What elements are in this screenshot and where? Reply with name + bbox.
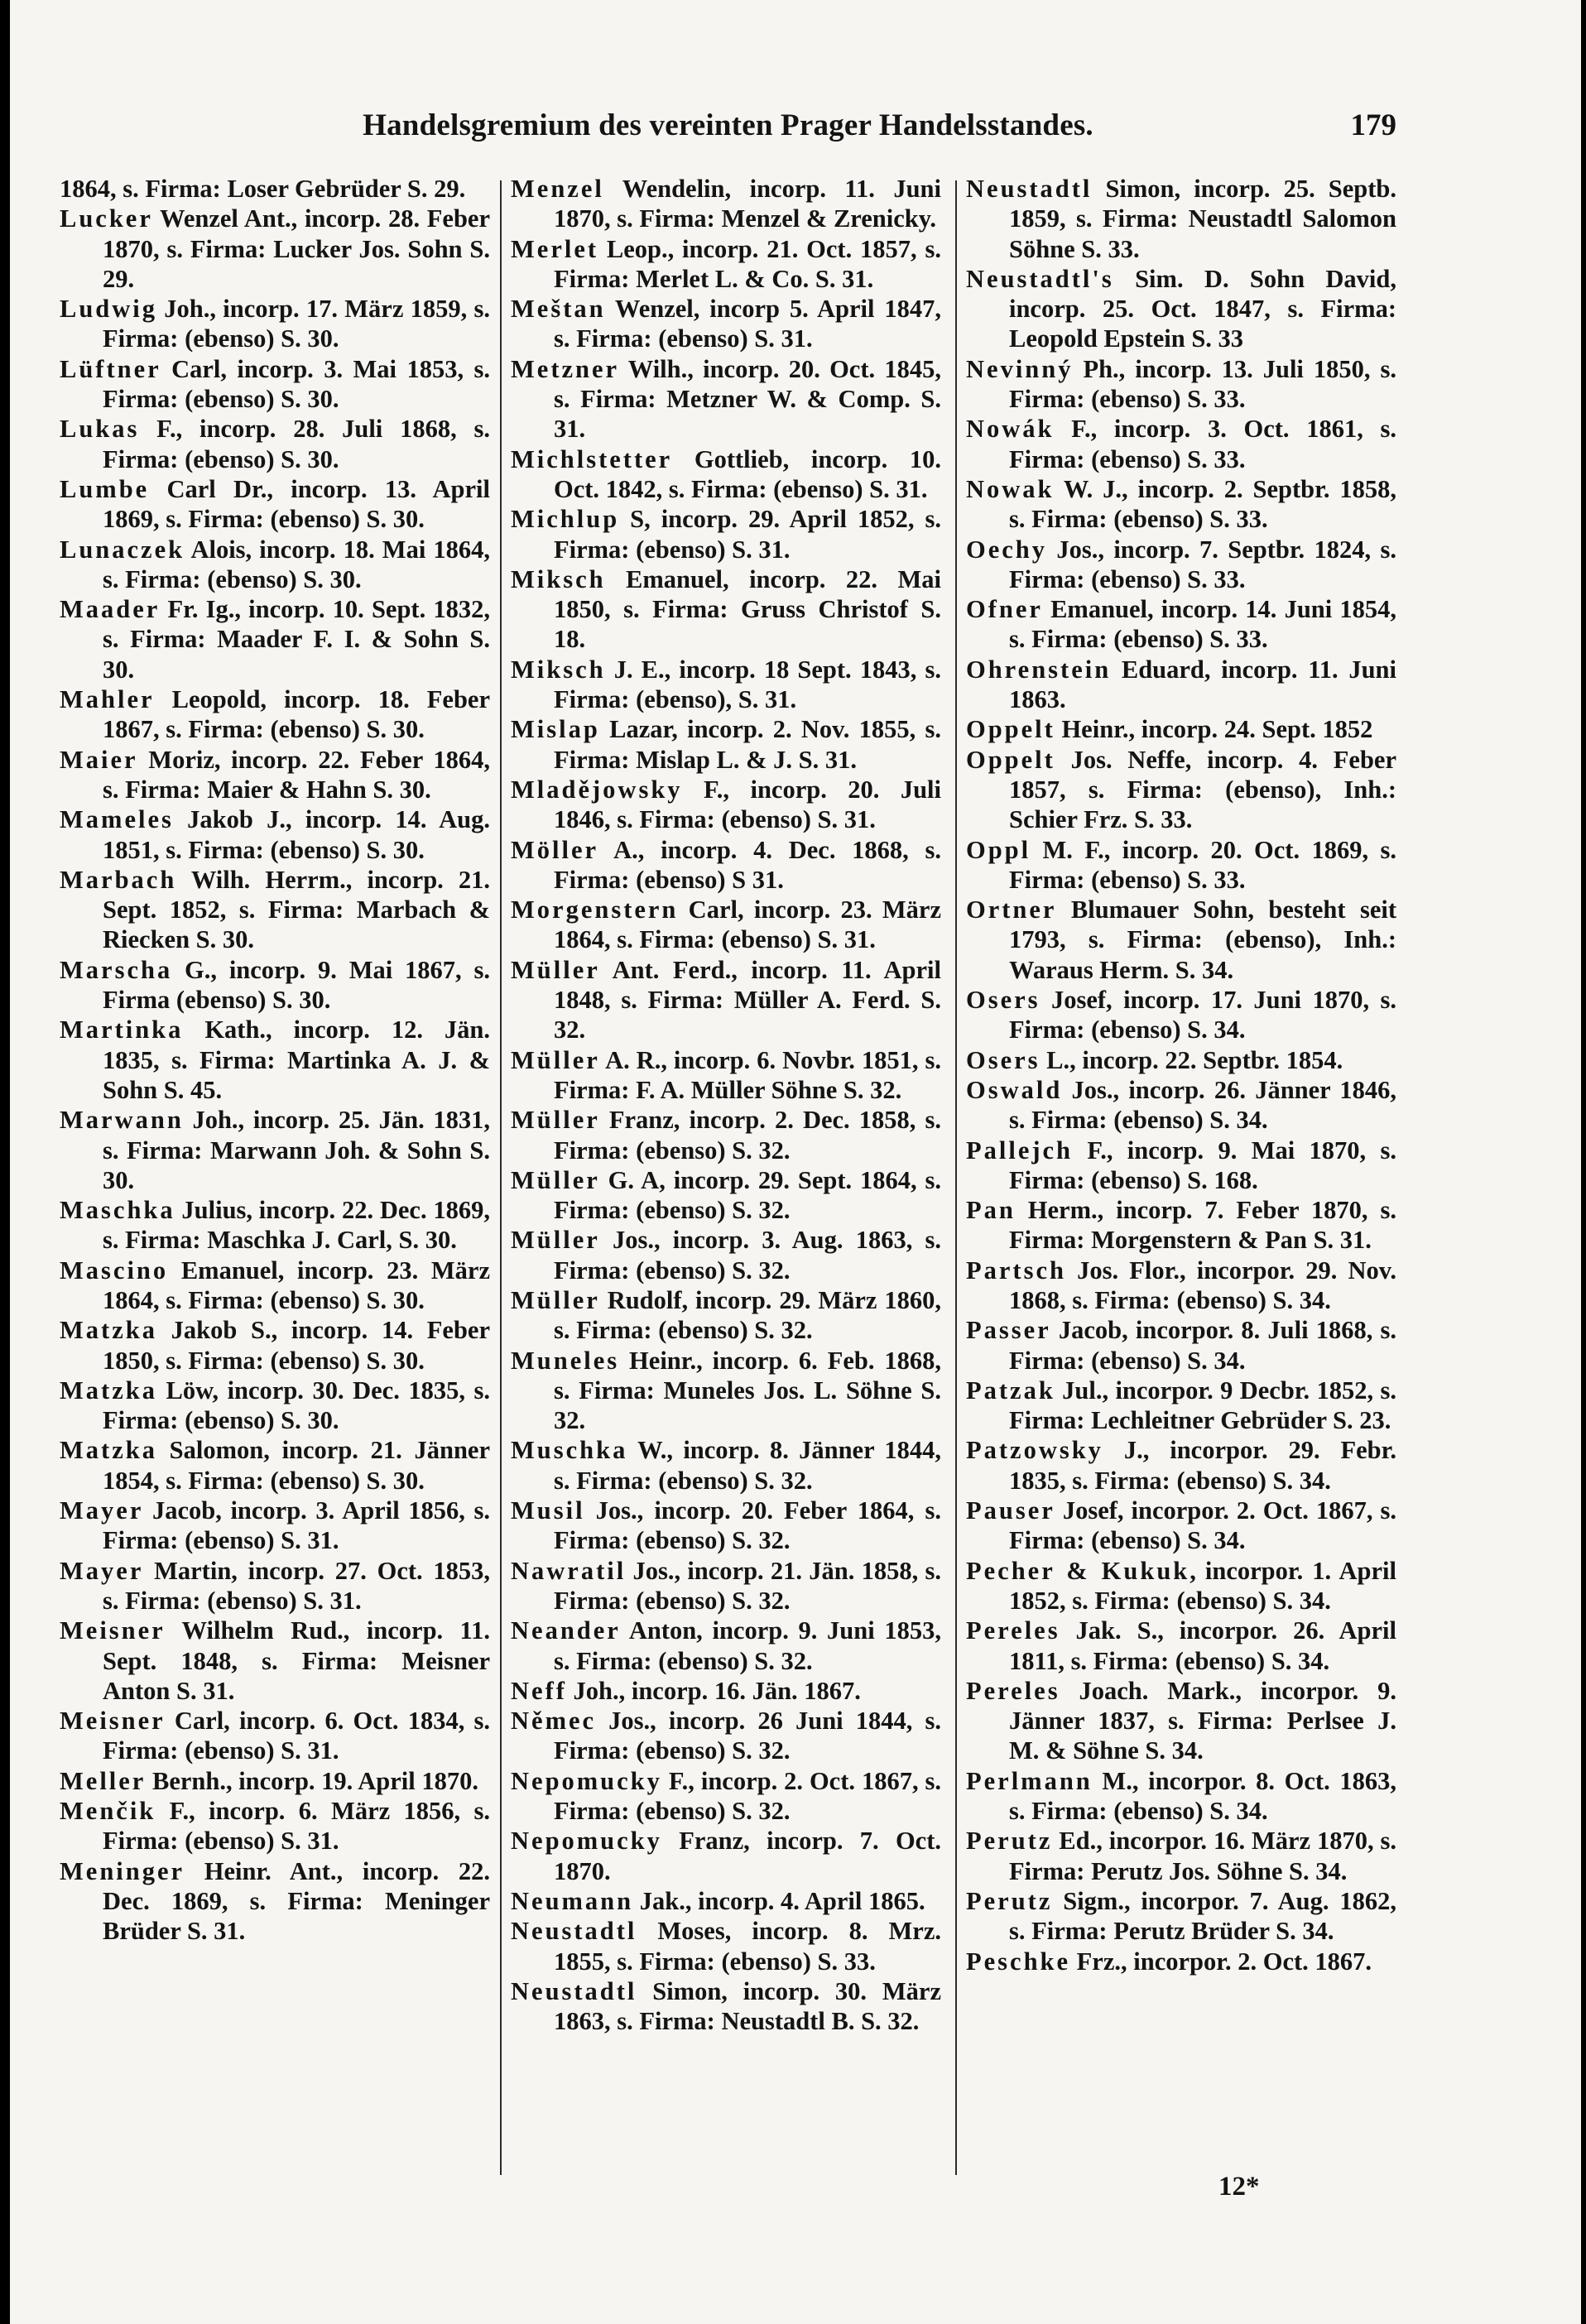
directory-entry (511, 1976, 941, 2037)
entry-details: Josef, incorp. 17. Juni 1870, s. Firma: (ebenso) S. 34. (1009, 986, 1396, 1044)
running-header (60, 108, 1396, 157)
entry-details: F., incorp. 6. März 1856, s. Firma: (ebenso) S. 31. (103, 1797, 490, 1856)
entry-details: Jos. Flor., incorpor. 29. Nov. 1868, s. Firma: (ebenso) S. 34. (1009, 1256, 1396, 1314)
entry-details: Franz, incorp. 7. Oct. 1870. (554, 1827, 941, 1885)
entry-details: Frz., incorpor. 2. Oct. 1867. (1070, 1947, 1372, 1976)
entry-details: Rudolf, incorp. 29. März 1860, s. Firma: (ebenso) S. 32. (554, 1285, 941, 1345)
entry-details: Ph., incorp. 13. Juli 1850, s. Firma: (ebenso) S. 33. (1009, 354, 1396, 414)
entry-details: Wenzel Ant., incorp. 28. Feber 1870, s. Firma: Lucker Jos. Sohn S. 29. (103, 204, 490, 293)
entry-name: Miksch (511, 655, 606, 684)
entry-name: Nevinný (966, 354, 1074, 383)
entry-details: Herm., incorp. 7. Feber 1870, s. Firma: Morgenstern & Pan S. 31. (1009, 1196, 1396, 1255)
entry-name: Lukas (60, 415, 140, 444)
directory-entry (511, 1616, 941, 1676)
directory-entry (511, 1346, 941, 1436)
entry-name: Perutz (966, 1827, 1053, 1856)
directory-entry (966, 1435, 1396, 1496)
entry-name: Nowak (966, 474, 1055, 503)
entry-details: Carl Dr., incorp. 13. April 1869, s. Firma: (ebenso) S. 30. (103, 474, 490, 534)
directory-entry (966, 1496, 1396, 1556)
entry-details: Alois, incorp. 18. Mai 1864, s. Firma: (ebenso) S. 30. (103, 535, 490, 593)
entry-name: Pauser (966, 1496, 1055, 1525)
directory-entry (60, 1856, 490, 1947)
entry-name: Pereles (966, 1616, 1060, 1645)
directory-entry (966, 714, 1396, 744)
directory-entry (60, 804, 490, 865)
entry-name: Müller (511, 1285, 600, 1314)
directory-entry (966, 1376, 1396, 1436)
entry-name: Nawratil (511, 1556, 627, 1585)
directory-entry (60, 535, 490, 595)
entry-name: Menzel (511, 175, 604, 203)
directory-entry (511, 444, 941, 505)
page-content (60, 91, 1396, 2243)
directory-entry (511, 354, 941, 444)
entry-name: Möller (511, 835, 599, 864)
directory-entry (966, 474, 1396, 535)
entry-details: Josef, incorpor. 2. Oct. 1867, s. Firma: (ebenso) S. 34. (1009, 1496, 1396, 1555)
directory-entry (511, 714, 941, 775)
entry-name: Perlmann (966, 1766, 1093, 1795)
directory-entry (511, 294, 941, 354)
directory-entry (966, 1256, 1396, 1316)
entry-name: Mascino (60, 1256, 169, 1284)
entry-name: Marwann (60, 1106, 184, 1135)
entry-details: Jakob J., incorp. 14. Aug. 1851, s. Firma: (ebenso) S. 30. (103, 805, 490, 864)
entry-name: Oswald (966, 1075, 1063, 1104)
directory-entry (60, 1706, 490, 1766)
entry-name: Mislap (511, 715, 600, 744)
entry-name: Lunaczek (60, 535, 185, 564)
entry-details: Jos., incorp. 21. Jän. 1858, s. Firma: (ebenso) S. 32. (554, 1556, 941, 1615)
entry-details: Wilh. Herrm., incorp. 21. Sept. 1852, s. Firma: Marbach & Riecken S. 30. (103, 865, 490, 954)
entry-details: M., incorpor. 8. Oct. 1863, s. Firma: (ebenso) S. 34. (1009, 1766, 1396, 1826)
directory-entry (60, 745, 490, 805)
entry-details: F., incorp. 28. Juli 1868, s. Firma: (ebenso) S. 30. (103, 415, 490, 473)
entry-details: Jos., incorp. 26 Juni 1844, s. Firma: (ebenso) S. 32. (554, 1707, 941, 1765)
directory-entry (511, 1766, 941, 1827)
directory-entry (966, 1315, 1396, 1376)
entry-details: Carl, incorp. 23. März 1864, s. Firma: (ebenso) S. 31. (554, 896, 941, 954)
entry-details: Jul., incorpor. 9 Decbr. 1852, s. Firma: Lechleitner Gebrüder S. 23. (1009, 1376, 1396, 1435)
entry-name: Oppl (966, 835, 1031, 864)
entry-name: Metzner (511, 354, 620, 383)
entry-name: Meisner (60, 1707, 166, 1736)
directory-entry (60, 594, 490, 684)
entry-name: Neff (511, 1676, 567, 1705)
entry-name: Müller (511, 1045, 600, 1074)
entry-name: Mayer (60, 1556, 144, 1585)
directory-entry (966, 1045, 1396, 1075)
entry-details: Jacob, incorp. 3. April 1856, s. Firma: (ebenso) S. 31. (103, 1496, 490, 1555)
directory-entry (60, 1796, 490, 1856)
directory-entry (511, 1886, 941, 1916)
entry-details: Moses, incorp. 8. Mrz. 1855, s. Firma: (ebenso) S. 33. (554, 1917, 941, 1976)
column-rule-left (500, 180, 502, 2175)
entry-details: Jak. S., incorpor. 26. April 1811, s. Firma: (ebenso) S. 34. (1009, 1616, 1396, 1675)
directory-entry (511, 504, 941, 564)
entry-name: Lüftner (60, 354, 161, 383)
entry-details: Jos., incorp. 26. Jänner 1846, s. Firma: (ebenso) S. 34. (1009, 1075, 1396, 1135)
header-title: Handelsgremium des vereinten Prager Handelsstandes. (363, 108, 1093, 142)
entry-details: Wendelin, incorp. 11. Juni 1870, s. Firma: Menzel & Zrenicky. (554, 175, 941, 233)
entry-name: Müller (511, 1106, 600, 1135)
entry-name: Müller (511, 955, 600, 984)
entry-name: Osers (966, 986, 1041, 1015)
entry-name: Němec (511, 1707, 597, 1736)
entry-details: Ant. Ferd., incorp. 11. April 1848, s. Firma: Müller A. Ferd. S. 32. (554, 955, 941, 1044)
entry-name: Meninger (60, 1856, 185, 1885)
entry-details: Jos., incorp. 20. Feber 1864, s. Firma: (ebenso) S. 32. (554, 1496, 941, 1555)
directory-entry (60, 204, 490, 294)
directory-entry (966, 1826, 1396, 1886)
entry-details: Jacob, incorpor. 8. Juli 1868, s. Firma: (ebenso) S. 34. (1009, 1316, 1396, 1375)
entry-details: Moriz, incorp. 22. Feber 1864, s. Firma: Maier & Hahn S. 30. (103, 745, 490, 804)
entry-name: Perutz (966, 1886, 1053, 1915)
entry-name: Miksch (511, 564, 606, 593)
entry-name: Merlet (511, 234, 599, 263)
directory-entry (511, 1165, 941, 1226)
printer-signature-mark: 12* (1218, 2172, 1260, 2202)
entry-details: A. R., incorp. 6. Novbr. 1851, s. Firma: F. A. Müller Söhne S. 32. (554, 1045, 941, 1104)
entry-details: Heinr., incorp. 24. Sept. 1852 (1055, 715, 1373, 744)
directory-entry (966, 745, 1396, 835)
entry-name: Pallejch (966, 1136, 1074, 1164)
entry-details: Joh., incorp. 16. Jän. 1867. (566, 1676, 861, 1705)
directory-entry (511, 1496, 941, 1556)
entry-name: Osers (966, 1045, 1041, 1074)
entry-name: Mayer (60, 1496, 144, 1525)
directory-entry (966, 1075, 1396, 1136)
entry-details: Joach. Mark., incorpor. 9. Jänner 1837, s. Firma: Perlsee J. M. & Söhne S. 34. (1009, 1676, 1396, 1765)
entry-name: Nepomucky (511, 1827, 662, 1856)
directory-entry (511, 835, 941, 896)
directory-entry (511, 1285, 941, 1346)
entry-details: Lazar, incorp. 2. Nov. 1855, s. Firma: Mislap L. & J. S. 31. (554, 715, 941, 774)
directory-entry (511, 655, 941, 715)
entry-details: A., incorp. 4. Dec. 1868, s. Firma: (ebenso) S 31. (554, 835, 941, 894)
directory-entry (966, 264, 1396, 354)
book-page (10, 0, 1581, 2324)
directory-entry (511, 1676, 941, 1706)
entry-name: Partsch (966, 1256, 1066, 1284)
directory-entry (60, 684, 490, 745)
directory-entry (60, 1195, 490, 1256)
entry-details: Carl, incorp. 3. Mai 1853, s. Firma: (ebenso) S. 30. (103, 354, 490, 414)
entry-name: Musil (511, 1496, 585, 1525)
directory-entry (966, 594, 1396, 655)
entry-details: J. E., incorp. 18 Sept. 1843, s. Firma: (ebenso), S. 31. (554, 655, 941, 714)
directory-entry (511, 1556, 941, 1616)
entry-details: Jos., incorp. 7. Septbr. 1824, s. Firma: (ebenso) S. 33. (1009, 535, 1396, 593)
entry-details: Wilhelm Rud., incorp. 11. Sept. 1848, s. Firma: Meisner Anton S. 31. (103, 1616, 490, 1705)
entry-details: G., incorp. 9. Mai 1867, s. Firma (ebenso) S. 30. (103, 955, 490, 1015)
entry-name: Pereles (966, 1676, 1060, 1705)
directory-entry (60, 414, 490, 474)
entry-details: Jak., incorp. 4. April 1865. (633, 1886, 925, 1915)
directory-entry (966, 895, 1396, 985)
directory-entry (60, 1256, 490, 1316)
entry-name: Neustadtl (511, 1976, 637, 2005)
entry-details: Salomon, incorp. 21. Jänner 1854, s. Firma: (ebenso) S. 30. (103, 1436, 490, 1495)
entry-name: Oechy (966, 535, 1048, 564)
entry-name: Martinka (60, 1016, 184, 1044)
entry-name: Pan (966, 1196, 1016, 1225)
entry-name: Maschka (60, 1196, 175, 1225)
entry-name: Neumann (511, 1886, 634, 1915)
directory-entry (966, 414, 1396, 474)
directory-entry (966, 1195, 1396, 1256)
page-number: 179 (1350, 108, 1396, 142)
column-rule-right (955, 180, 957, 2175)
entry-details: Joh., incorp. 25. Jän. 1831, s. Firma: Marwann Joh. & Sohn S. 30. (103, 1106, 490, 1194)
entry-name: Matzka (60, 1436, 157, 1465)
directory-entry (966, 1766, 1396, 1827)
directory-entry (966, 835, 1396, 896)
entry-name: Peschke (966, 1947, 1071, 1976)
entry-details: Jakob S., incorp. 14. Feber 1850, s. Firma: (ebenso) S. 30. (103, 1316, 490, 1375)
entry-details: Simon, incorp. 30. März 1863, s. Firma: Neustadtl B. S. 32. (554, 1976, 941, 2036)
entry-name: Mladějowsky (511, 775, 683, 804)
entry-details: F., incorp. 20. Juli 1846, s. Firma: (ebenso) S. 31. (554, 775, 941, 834)
directory-entry (60, 174, 490, 204)
directory-entry (966, 1616, 1396, 1676)
entry-details: Simon, incorp. 25. Septb. 1859, s. Firma: Neustadtl Salomon Söhne S. 33. (1009, 175, 1396, 263)
directory-entry (511, 1916, 941, 1976)
directory-entry (60, 1496, 490, 1556)
entry-name: Maier (60, 745, 138, 774)
entry-details: Löw, incorp. 30. Dec. 1835, s. Firma: (ebenso) S. 30. (103, 1376, 490, 1435)
entry-details: Emanuel, incorp. 14. Juni 1854, s. Firma: (ebenso) S. 33. (1009, 595, 1396, 654)
directory-entry (511, 775, 941, 835)
entry-name: Maader (60, 595, 161, 624)
entry-details: F., incorp. 2. Oct. 1867, s. Firma: (ebenso) S. 32. (554, 1766, 941, 1826)
directory-entry (60, 1376, 490, 1436)
directory-entry (511, 1435, 941, 1496)
entry-details: Heinr. Ant., incorp. 22. Dec. 1869, s. Firma: Meninger Brüder S. 31. (103, 1856, 490, 1946)
entry-name: Marbach (60, 865, 177, 894)
directory-entry (966, 1886, 1396, 1947)
directory-entry (60, 1766, 490, 1796)
entry-details: J., incorpor. 29. Febr. 1835, s. Firma: (ebenso) S. 34. (1009, 1436, 1396, 1495)
entry-name: Lumbe (60, 474, 150, 503)
entry-details: W. J., incorp. 2. Septbr. 1858, s. Firma: (ebenso) S. 33. (1009, 474, 1396, 534)
entry-details: F., incorp. 9. Mai 1870, s. Firma: (ebenso) S. 168. (1009, 1136, 1396, 1194)
entry-details: Bernh., incorp. 19. April 1870. (146, 1766, 478, 1795)
entry-details: Jos. Neffe, incorp. 4. Feber 1857, s. Firma: (ebenso), Inh.: Schier Frz. S. 33. (1009, 745, 1396, 834)
directory-entry (966, 985, 1396, 1045)
directory-entry (511, 1225, 941, 1285)
entry-name: Mahler (60, 685, 155, 714)
directory-entry (966, 535, 1396, 595)
directory-entry (511, 1706, 941, 1766)
directory-entry (60, 1015, 490, 1105)
entry-details: Wenzel, incorp 5. April 1847, s. Firma: (ebenso) S. 31. (554, 295, 941, 353)
column-2 (511, 174, 941, 2036)
entry-name: Ohrenstein (966, 655, 1112, 684)
entry-details: Gottlieb, incorp. 10. Oct. 1842, s. Firma: (ebenso) S. 31. (554, 444, 941, 503)
entry-name: Muschka (511, 1436, 628, 1465)
entry-name: Passer (966, 1316, 1051, 1345)
entry-details: Sigm., incorpor. 7. Aug. 1862, s. Firma: Perutz Brüder S. 34. (1009, 1886, 1396, 1946)
entry-details: Fr. Ig., incorp. 10. Sept. 1832, s. Firma: Maader F. I. & Sohn S. 30. (103, 595, 490, 684)
entry-details: Martin, incorp. 27. Oct. 1853, s. Firma: (ebenso) S. 31. (103, 1556, 490, 1615)
entry-name: Patzak (966, 1376, 1055, 1404)
entry-name: Oppelt (966, 745, 1055, 774)
entry-details: Carl, incorp. 6. Oct. 1834, s. Firma: (ebenso) S. 31. (103, 1707, 490, 1765)
entry-name: Mameles (60, 805, 174, 834)
entry-details: Julius, incorp. 22. Dec. 1869, s. Firma: Maschka J. Carl, S. 30. (103, 1196, 490, 1255)
directory-entry (966, 1556, 1396, 1616)
entry-details: Kath., incorp. 12. Jän. 1835, s. Firma: Martinka A. J. & Sohn S. 45. (103, 1016, 490, 1104)
directory-entry (60, 1556, 490, 1616)
directory-entry (60, 1616, 490, 1706)
entry-name: Patzowsky (966, 1436, 1103, 1465)
entry-details: Heinr., incorp. 6. Feb. 1868, s. Firma: Muneles Jos. L. Söhne S. 32. (554, 1346, 941, 1435)
directory-entry (966, 1947, 1396, 1976)
directory-entry (511, 1105, 941, 1165)
entry-details: Joh., incorp. 17. März 1859, s. Firma: (ebenso) S. 30. (103, 295, 490, 353)
directory-entry (966, 1136, 1396, 1196)
directory-entry (966, 354, 1396, 415)
entry-name: Neustadtl (511, 1917, 637, 1946)
entry-name: Menčik (60, 1797, 156, 1826)
directory-entry (511, 564, 941, 655)
entry-name: Meštan (511, 295, 606, 324)
entry-name: Neustadtl's (966, 264, 1114, 293)
entry-details: S, incorp. 29. April 1852, s. Firma: (ebenso) S. 31. (554, 505, 941, 564)
entry-details: Ed., incorpor. 16. März 1870, s. Firma: Perutz Jos. Söhne S. 34. (1009, 1827, 1396, 1885)
directory-entry (60, 1315, 490, 1376)
directory-entry (511, 895, 941, 955)
entry-name: Ortner (966, 896, 1057, 924)
entry-name: Müller (511, 1165, 600, 1194)
entry-details: Jos., incorp. 3. Aug. 1863, s. Firma: (ebenso) S. 32. (554, 1226, 941, 1284)
column-1 (60, 174, 490, 1947)
column-3 (966, 174, 1396, 1976)
directory-entry (60, 865, 490, 955)
directory-entry (966, 1676, 1396, 1766)
entry-details: M. F., incorp. 20. Oct. 1869, s. Firma: (ebenso) S. 33. (1009, 835, 1396, 894)
entry-name: Pecher & Kukuk (966, 1556, 1190, 1585)
directory-entry (60, 354, 490, 415)
entry-details: Emanuel, incorp. 22. Mai 1850, s. Firma: Gruss Christof S. 18. (554, 564, 941, 654)
entry-name: Muneles (511, 1346, 620, 1375)
entry-details: Sim. D. Sohn David, incorp. 25. Oct. 1847, s. Firma: Leopold Epstein S. 33 (1009, 264, 1396, 353)
entry-details: F., incorp. 3. Oct. 1861, s. Firma: (ebenso) S. 33. (1009, 415, 1396, 473)
directory-entry (60, 294, 490, 354)
directory-entry (60, 1105, 490, 1195)
directory-entry (511, 234, 941, 295)
entry-name: Matzka (60, 1376, 157, 1404)
entry-name: Neander (511, 1616, 621, 1645)
entry-name: Morgenstern (511, 896, 679, 924)
entry-details: W., incorp. 8. Jänner 1844, s. Firma: (ebenso) S. 32. (554, 1436, 941, 1495)
entry-details: 1864, s. Firma: Loser Gebrüder S. 29. (60, 175, 466, 203)
entry-name: Michlup (511, 505, 620, 534)
directory-entry (60, 474, 490, 535)
entry-name: Ludwig (60, 295, 158, 324)
directory-entry (60, 1435, 490, 1496)
entry-details: Leopold, incorp. 18. Feber 1867, s. Firma: (ebenso) S. 30. (103, 685, 490, 744)
directory-entry (511, 1826, 941, 1886)
entry-name: Ofner (966, 595, 1043, 624)
entry-details: Franz, incorp. 2. Dec. 1858, s. Firma: (ebenso) S. 32. (554, 1106, 941, 1164)
entry-details: Emanuel, incorp. 23. März 1864, s. Firma: (ebenso) S. 30. (103, 1256, 490, 1314)
entry-name: Marscha (60, 955, 173, 984)
entry-name: Oppelt (966, 715, 1055, 744)
entry-name: Matzka (60, 1316, 157, 1345)
entry-details: L., incorp. 22. Septbr. 1854. (1040, 1045, 1343, 1074)
directory-entry (966, 655, 1396, 715)
entry-details: , incorpor. 1. April 1852, s. Firma: (ebenso) S. 34. (1009, 1556, 1396, 1615)
directory-entry (966, 174, 1396, 264)
entry-name: Nepomucky (511, 1766, 662, 1795)
entry-name: Nowák (966, 415, 1055, 444)
entry-details: G. A, incorp. 29. Sept. 1864, s. Firma: (ebenso) S. 32. (554, 1165, 941, 1225)
directory-entry (511, 1045, 941, 1106)
directory-entry (511, 174, 941, 234)
entry-name: Michlstetter (511, 444, 673, 473)
entry-details: Leop., incorp. 21. Oct. 1857, s. Firma: Merlet L. & Co. S. 31. (554, 234, 941, 293)
entry-details: Wilh., incorp. 20. Oct. 1845, s. Firma: Metzner W. & Comp. S. 31. (554, 354, 941, 444)
entry-name: Meisner (60, 1616, 166, 1645)
entry-name: Neustadtl (966, 175, 1093, 203)
entry-details: Blumauer Sohn, besteht seit 1793, s. Firma: (ebenso), Inh.: Waraus Herm. S. 34. (1009, 896, 1396, 984)
entry-name: Meller (60, 1766, 147, 1795)
directory-entry (60, 955, 490, 1016)
entry-details: Anton, incorp. 9. Juni 1853, s. Firma: (ebenso) S. 32. (554, 1616, 941, 1675)
entry-name: Lucker (60, 204, 153, 233)
entry-name: Müller (511, 1226, 600, 1255)
directory-entry (511, 955, 941, 1045)
entry-details: Eduard, incorp. 11. Juni 1863. (1009, 655, 1396, 714)
